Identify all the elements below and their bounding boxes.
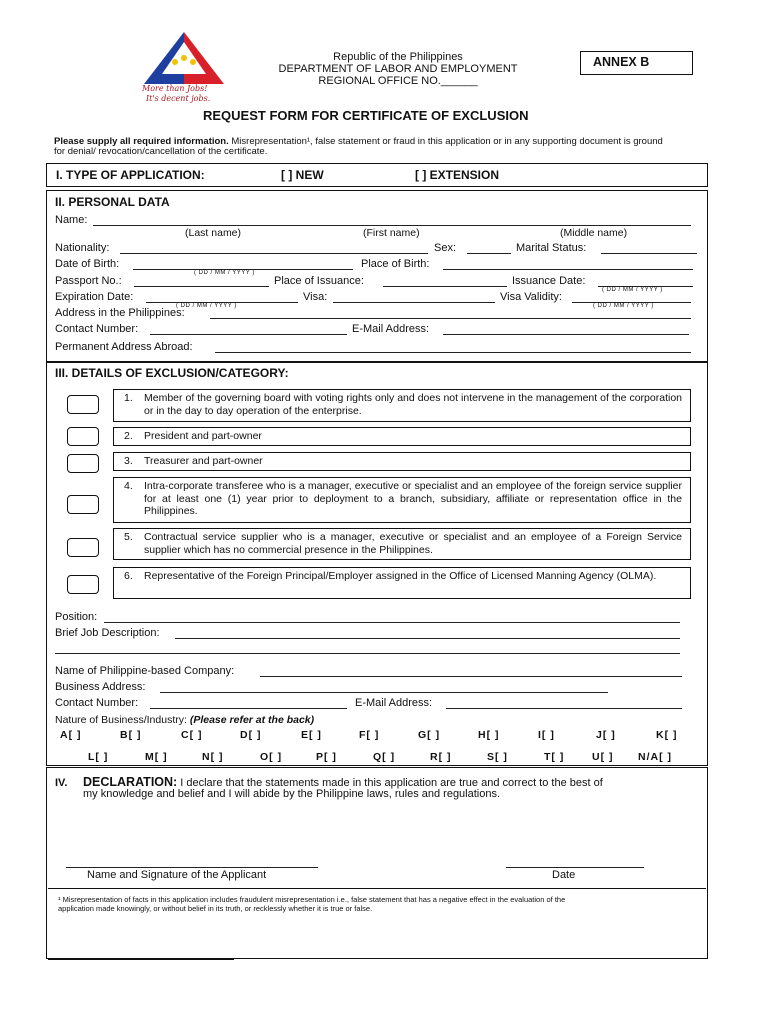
dole-logo-icon [138,28,230,90]
category-option-5 [113,528,691,560]
business-address-label: Business Address: [55,681,146,693]
option-1-text: Member of the governing board with voting rights only and does not intervene in the management of the corporation or in the day to day operation of the enterprise. [144,392,682,417]
contact-number-label: Contact Number: [55,323,139,335]
industry-s[interactable]: S[ ] [487,751,508,763]
declaration-title: DECLARATION: [83,775,178,789]
footnote-line-2: application made knowingly, or without belief in its truth, or recklessly whether it is true or false. [58,904,373,913]
name-input[interactable] [93,225,691,226]
dob-label: Date of Birth: [55,258,120,270]
section-4-num: IV. [55,777,68,789]
passport-label: Passport No.: [55,275,122,287]
industry-e[interactable]: E[ ] [301,729,322,741]
category-option-1 [113,389,691,422]
position-input[interactable] [104,622,680,623]
declaration-text-2: my knowledge and belief and I will abide by the Philippine laws, rules and regulations. [83,788,501,800]
issuance-format-hint: ( DD / MM / YYYY ) [602,287,663,293]
company-contact-input[interactable] [150,708,347,709]
option-2-text: President and part-owner [144,430,262,442]
marital-status-input[interactable] [601,253,697,254]
brief-job-label: Brief Job Description: [55,627,160,639]
category-5-checkbox[interactable] [67,538,99,557]
signature-input[interactable] [66,867,318,868]
category-option-3 [113,452,691,471]
option-2-num: 2. [124,430,133,442]
category-3-checkbox[interactable] [67,454,99,473]
section-1-box [46,163,708,187]
company-email-label: E-Mail Address: [355,697,433,709]
industry-c[interactable]: C[ ] [181,729,203,741]
category-4-checkbox[interactable] [67,495,99,514]
email-input[interactable] [443,334,689,335]
industry-i[interactable]: I[ ] [538,729,555,741]
nature-label-row [55,714,314,726]
regional-office: REGIONAL OFFICE NO.______ [318,75,478,87]
section-1-title: I. TYPE OF APPLICATION: [56,168,205,182]
visa-validity-format-hint: ( DD / MM / YYYY ) [593,303,654,309]
extension-checkbox[interactable]: [ ] EXTENSION [415,168,500,182]
position-label: Position: [55,611,98,623]
nature-hint: (Please refer at the back) [189,714,315,726]
logo-tagline-2: It's decent jobs. [146,94,211,103]
permanent-address-input[interactable] [215,352,691,353]
company-email-input[interactable] [446,708,682,709]
industry-k[interactable]: K[ ] [656,729,678,741]
annex-label: ANNEX B [593,55,650,69]
annex-box [580,51,693,75]
option-5-text: Contractual service supplier who is a manager, executive or specialist and an employee of a Foreign Service supplier which has no commercial presence in the Philippines. [144,531,682,556]
notice-line-2: for denial/ revocation/cancellation of the certificate. [54,146,268,157]
footnote-line-1: ¹ Misrepresentation of facts in this application includes fraudulent misrepresentation i.e., false statement that has a negative effect in the evaluation of the [58,895,566,904]
date-label: Date [552,869,576,881]
company-input[interactable] [260,676,682,677]
issuance-date-label: Issuance Date: [512,275,586,287]
industry-n[interactable]: N[ ] [202,751,224,763]
brief-job-input-2[interactable] [55,653,680,654]
date-input[interactable] [506,867,644,868]
section-2-box [46,190,708,362]
brief-job-input[interactable] [175,638,680,639]
industry-m[interactable]: M[ ] [145,751,168,763]
industry-t[interactable]: T[ ] [544,751,565,763]
category-option-6 [113,567,691,599]
permanent-address-label: Permanent Address Abroad: [55,341,193,353]
industry-g[interactable]: G[ ] [418,729,441,741]
sex-label: Sex: [434,242,457,254]
last-name-hint: (Last name) [185,227,242,239]
email-label: E-Mail Address: [352,323,430,335]
industry-b[interactable]: B[ ] [120,729,142,741]
form-title: REQUEST FORM FOR CERTIFICATE OF EXCLUSION [203,108,529,123]
notice-text-1: Misrepresentation¹, false statement or fraud in this application or in any supporting document is ground [228,136,663,147]
place-of-issuance-input[interactable] [383,286,507,287]
nationality-label: Nationality: [55,242,110,254]
dole-logo [138,28,230,108]
option-6-text: Representative of the Foreign Principal/Employer assigned in the Office of Licensed Manning Agency (OLMA). [144,570,657,582]
industry-j[interactable]: J[ ] [596,729,616,741]
option-1-num: 1. [124,392,133,404]
industry-na[interactable]: N/A[ ] [638,751,672,763]
notice-bold: Please supply all required information. [54,136,229,147]
place-of-birth-label: Place of Birth: [361,258,430,270]
visa-label: Visa: [303,291,328,303]
option-4-num: 4. [124,480,133,492]
expiration-format-hint: ( DD / MM / YYYY ) [176,303,237,309]
middle-name-hint: (Middle name) [560,227,628,239]
option-6-num: 6. [124,570,133,582]
option-4-text: Intra-corporate transferee who is a manager, executive or specialist and an employee of the foreign service supplier for at least one (1) year prior to deployment to a branch, subsidiary, affiliate or representation office in the Philippines. [144,480,682,517]
logo-tagline-1: More than Jobs! [142,84,208,93]
industry-d[interactable]: D[ ] [240,729,262,741]
nature-label: Nature of Business/Industry: [55,714,187,726]
industry-o[interactable]: O[ ] [260,751,283,763]
dob-format-hint: ( DD / MM / YYYY ) [194,270,255,276]
category-2-checkbox[interactable] [67,427,99,446]
section-2-title: II. PERSONAL DATA [55,195,170,209]
industry-u[interactable]: U[ ] [592,751,614,763]
company-contact-label: Contact Number: [55,697,139,709]
industry-q[interactable]: Q[ ] [373,751,396,763]
category-1-checkbox[interactable] [67,395,99,414]
section-3-title: III. DETAILS OF EXCLUSION/CATEGORY: [55,366,289,380]
industry-l[interactable]: L[ ] [88,751,109,763]
option-3-text: Treasurer and part-owner [144,455,263,467]
declaration-line-1 [83,775,603,789]
marital-status-label: Marital Status: [516,242,587,254]
republic-heading: Republic of the Philippines [333,51,463,63]
name-label: Name: [55,214,88,226]
new-checkbox[interactable]: [ ] NEW [281,168,324,182]
sex-input[interactable] [467,253,511,254]
signature-label: Name and Signature of the Applicant [87,869,267,881]
option-3-num: 3. [124,455,133,467]
company-label: Name of Philippine-based Company: [55,665,235,677]
industry-a[interactable]: A[ ] [60,729,82,741]
category-6-checkbox[interactable] [67,575,99,594]
option-5-num: 5. [124,531,133,543]
address-ph-label: Address in the Philippines: [55,307,185,319]
declaration-text-1: I declare that the statements made in this application are true and correct to the best of [177,777,603,789]
place-of-birth-input[interactable] [443,269,693,270]
passport-input[interactable] [134,286,269,287]
department-heading: DEPARTMENT OF LABOR AND EMPLOYMENT [278,63,518,75]
business-address-input[interactable] [160,692,608,693]
nationality-input[interactable] [120,253,428,254]
footnote-divider [48,888,706,889]
industry-f[interactable]: F[ ] [359,729,380,741]
industry-r[interactable]: R[ ] [430,751,452,763]
visa-validity-label: Visa Validity: [500,291,562,303]
industry-h[interactable]: H[ ] [478,729,500,741]
address-ph-input[interactable] [210,318,691,319]
visa-input[interactable] [333,302,495,303]
expiration-date-label: Expiration Date: [55,291,134,303]
category-option-2 [113,427,691,446]
contact-number-input[interactable] [150,334,347,335]
first-name-hint: (First name) [363,227,420,239]
category-option-4 [113,477,691,523]
bottom-rule [48,958,234,960]
place-of-issuance-label: Place of Issuance: [274,275,364,287]
industry-p[interactable]: P[ ] [316,751,337,763]
